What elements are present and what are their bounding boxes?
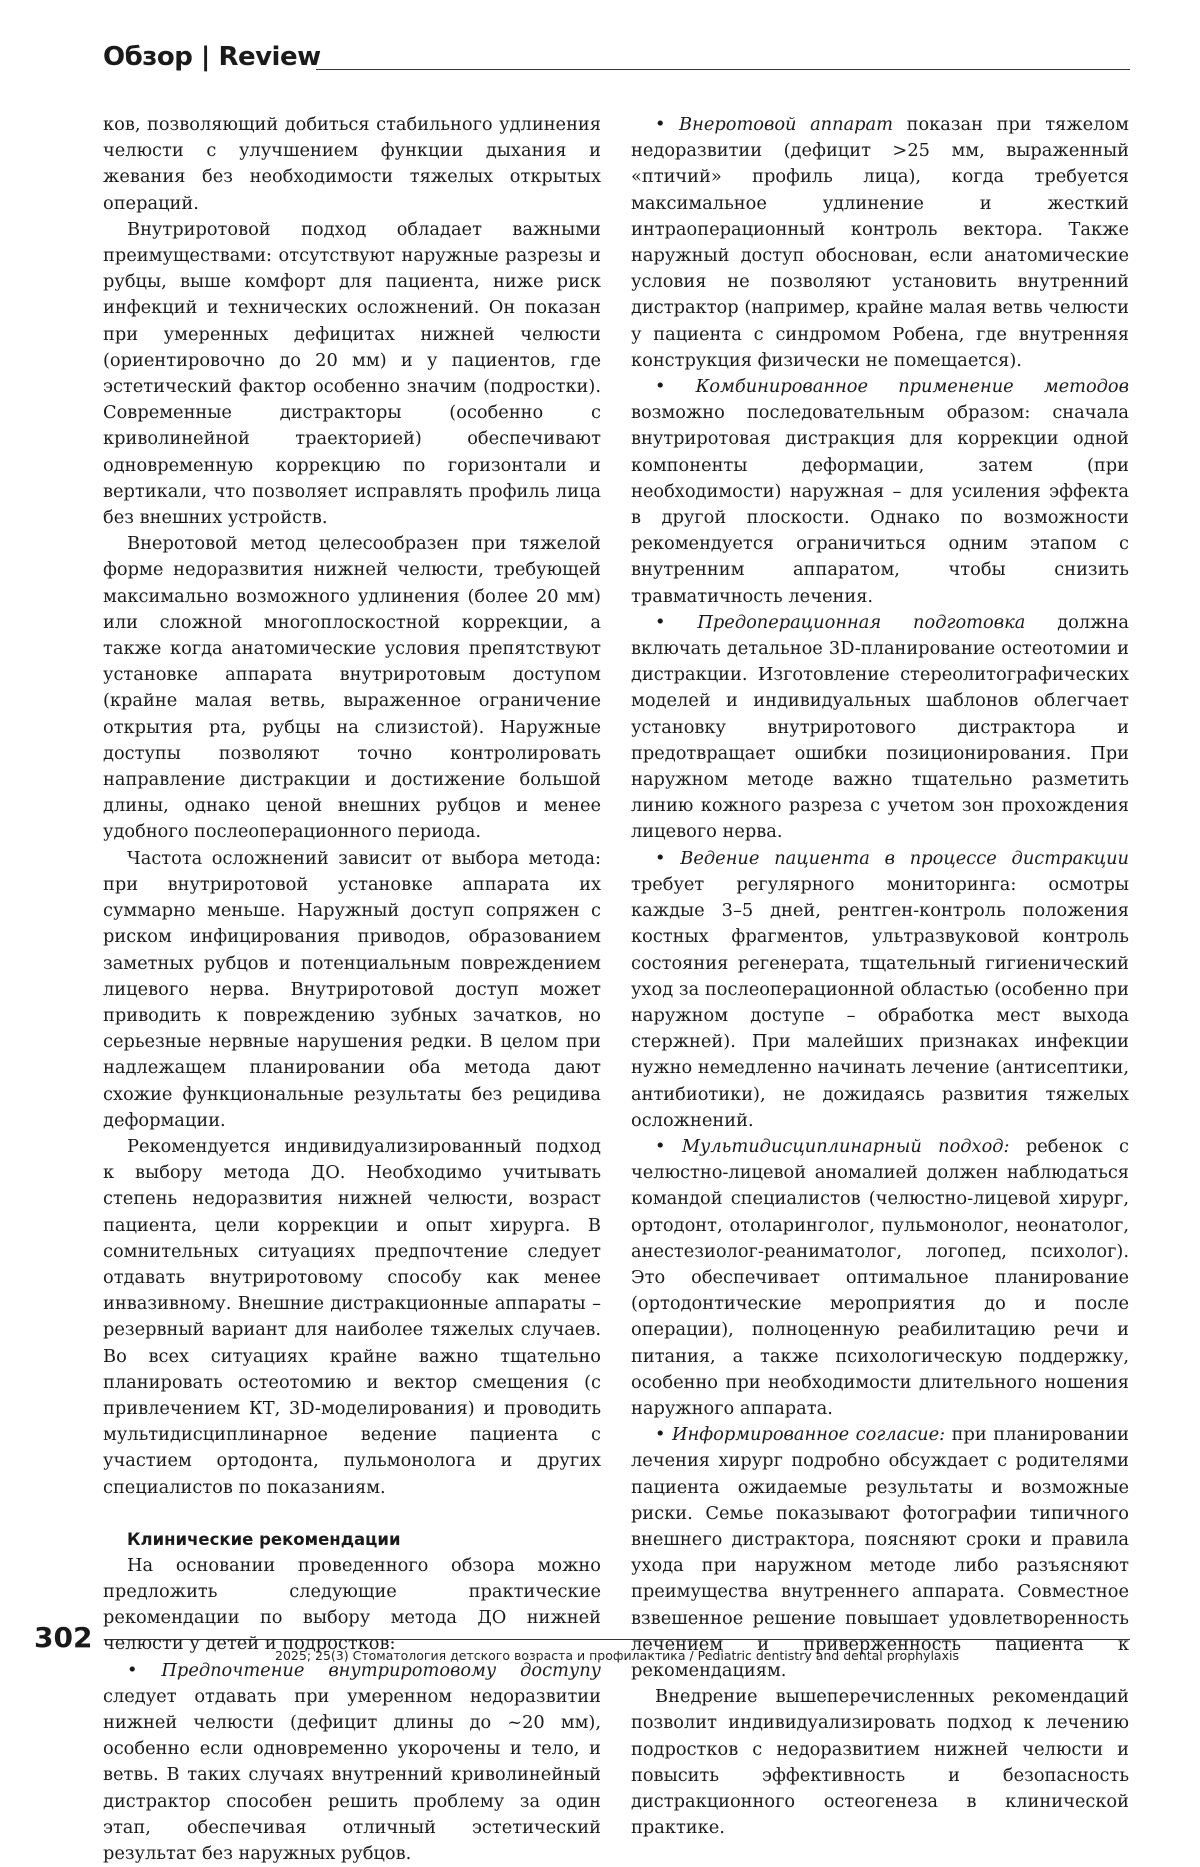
bullet-text: при планировании лечения хирург подробно обсуждает с родителями пациента ожидаемые результаты и возможные риски. Семье показывают фотографии типичного внешнего дистрактора, поясняют сроки и правила ухода при наружном методе либо разъясняют преимущества внутреннего аппарата. Совместное взвешенное решение повышает удовлетворенность лечением и приверженность пациента к рекомендациям.: [631, 1424, 1129, 1681]
journal-citation: 2025; 25(3) Стоматология детского возраста и профилактика / Pediatric dentistry and dental prophylaxis: [275, 1648, 959, 1663]
bullet-multidisciplinary: [631, 1134, 1129, 1422]
bullet-preoperative-preparation: [631, 610, 1129, 846]
left-column: [103, 112, 601, 1867]
paragraph-continued: ков, позволяющий добиться стабильного удлинения челюсти с улучшением функции дыхания и жевания без необходимости тяжелых открытых операций.: [103, 114, 601, 214]
bullet-lead: • Информированное согласие:: [655, 1424, 946, 1446]
bullet-lead: • Внеротовой аппарат: [655, 114, 894, 135]
header-rule: [316, 69, 1130, 70]
bullet-text: ребенок с челюстно-лицевой аномалией должен наблюдаться командой специалистов (челюстно-лицевой хирург, ортодонт, отоларинголог, пульмонолог, неонатолог, анестезиолог-реаниматолог, логопед, психолог). Это обеспечивает оптимальное планирование (ортодонтические мероприятия до и после операции), полноценную реабилитацию речи и питания, а также психологическую поддержку, особенно при необходимости длительного ношения наружного аппарата.: [631, 1135, 1129, 1419]
paragraph-complications: Частота осложнений зависит от выбора метода: при внутриротовой установке аппарата их суммарно меньше. Наружный доступ сопряжен с риском инфицирования приводов, образованием заметных рубцов и потенциальным повреждением лицевого нерва. Внутриротовой доступ может приводить к повреждению зубных зачатков, но серьезные нервные нарушения редки. В целом при надлежащем планировании оба метода дают схожие функциональные результаты без рецидива деформации.: [103, 847, 601, 1131]
paragraph-individual-approach: Рекомендуется индивидуализированный подход к выбору метода ДО. Необходимо учитывать степень недоразвития нижней челюсти, возраст пациента, цели коррекции и опыт хирурга. В сомнительных ситуациях предпочтение следует отдавать внутриротовому способу как менее инвазивному. Внешние дистракционные аппараты – резервный вариант для наиболее тяжелых случаев. Во всех ситуациях крайне важно тщательно планировать остеотомию и вектор смещения (с привлечением КТ, 3D-моделирования) и проводить мультидисциплинарное ведение пациента с участием ортодонта, пульмонолога и других специалистов по показаниям.: [103, 1135, 601, 1498]
bullet-text: требует регулярного мониторинга: осмотры каждые 3–5 дней, рентген-контроль положения костных фрагментов, ультразвуковой контроль состояния регенерата, тщательный гигиенический уход за послеоперационной областью (особенно при наружном доступе – обработка мест выхода стержней). При малейших признаках инфекции нужно немедленно начинать лечение (антисептики, антибиотики), не дожидаясь развития тяжелых осложнений.: [631, 873, 1129, 1131]
section-heading: Клинические рекомендации: [127, 1529, 401, 1549]
paragraph-recommendations-intro: На основании проведенного обзора можно предложить следующие практические рекомендации по выбору метода ДО нижней челюсти у детей и подростков:: [103, 1554, 601, 1655]
bullet-lead: • Ведение пациента в процессе дистракции: [655, 847, 1129, 869]
bullet-text: возможно последовательным образом: сначала внутриротовая дистракция для коррекции одной компоненты деформации, затем (при необходимости) наружная – для усиления эффекта в другой плоскости. Однако по возможности рекомендуется ограничиться одним этапом с внутренним аппаратом, чтобы снизить травматичность лечения.: [631, 402, 1129, 607]
right-column: [631, 112, 1129, 1841]
paragraph-extraoral: Внеротовой метод целесообразен при тяжелой форме недоразвития нижней челюсти, требующей максимально возможного удлинения (более 20 мм) или сложной многоплоскостной коррекции, а также когда анатомические условия препятствуют установке аппарата внутриротовым доступом (крайне малая ветвь, выраженное ограничение открытия рта, рубцы на слизистой). Наружные доступы позволяют точно контролировать направление дистракции и достижение большой длины, однако ценой внешних рубцов и менее удобного послеоперационного периода.: [103, 533, 601, 843]
footer-rule: [104, 1639, 1130, 1640]
bullet-intraoral-preference: [103, 1658, 601, 1867]
bullet-text: следует отдавать при умеренном недоразвитии нижней челюсти (дефицит длины до ~20 мм), особенно если одновременно укорочены и тело, и ветвь. В таких случаях внутренний криволинейный дистрактор способен решить проблему за один этап, обеспечивая отличный эстетический результат без наружных рубцов.: [103, 1685, 601, 1864]
paragraph-conclusion: Внедрение вышеперечисленных рекомендаций позволит индивидуализировать подход к лечению подростков с недоразвитием нижней челюсти и повысить эффективность и безопасность дистракционного остеогенеза в клинической практике.: [631, 1686, 1129, 1839]
bullet-lead: • Комбинированное применение методов: [655, 376, 1129, 398]
header-title: Обзор | Review: [103, 42, 321, 72]
bullet-text: должна включать детальное 3D-планирование остеотомии и дистракции. Изготовление стереолитографических моделей и индивидуальных шаблонов облегчает установку внутриротового дистрактора и предотвращает ошибки позиционирования. При наружном методе важно тщательно разметить линию кожного разреза с учетом зон прохождения лицевого нерва.: [631, 611, 1129, 843]
page-number: 302: [34, 1621, 93, 1654]
bullet-lead: • Предпочтение внутриротовому доступу: [127, 1659, 601, 1681]
page-footer: [34, 1623, 1130, 1679]
bullet-text: показан при тяжелом недоразвитии (дефицит >25 мм, выраженный «птичий» профиль лица), когда требуется максимальное удлинение и жесткий интраоперационный контроль вектора. Также наружный доступ обоснован, если анатомические условия не позволяют установить внутренний дистрактор (например, крайне малая ветвь челюсти у пациента с синдромом Робена, где внутренняя конструкция физически не помещается).: [631, 114, 1129, 371]
running-header: [103, 40, 1130, 80]
bullet-lead: • Предоперационная подготовка: [655, 611, 1026, 633]
bullet-combined-methods: [631, 374, 1129, 610]
bullet-lead: • Мультидисциплинарный подход:: [655, 1135, 1010, 1157]
bullet-extraoral-device: [631, 112, 1129, 374]
bullet-patient-management: [631, 846, 1129, 1134]
paragraph-intraoral: Внутриротовой подход обладает важными преимуществами: отсутствуют наружные разрезы и рубцы, выше комфорт для пациента, ниже риск инфекций и технических осложнений. Он показан при умеренных дефицитах нижней челюсти (ориентировочно до 20 мм) и у пациентов, где эстетический фактор особенно значим (подростки). Современные дистракторы (особенно с криволинейной траекторией) обеспечивают одновременную коррекцию по горизонтали и вертикали, что позволяет исправлять профиль лица без внешних устройств.: [103, 218, 601, 529]
